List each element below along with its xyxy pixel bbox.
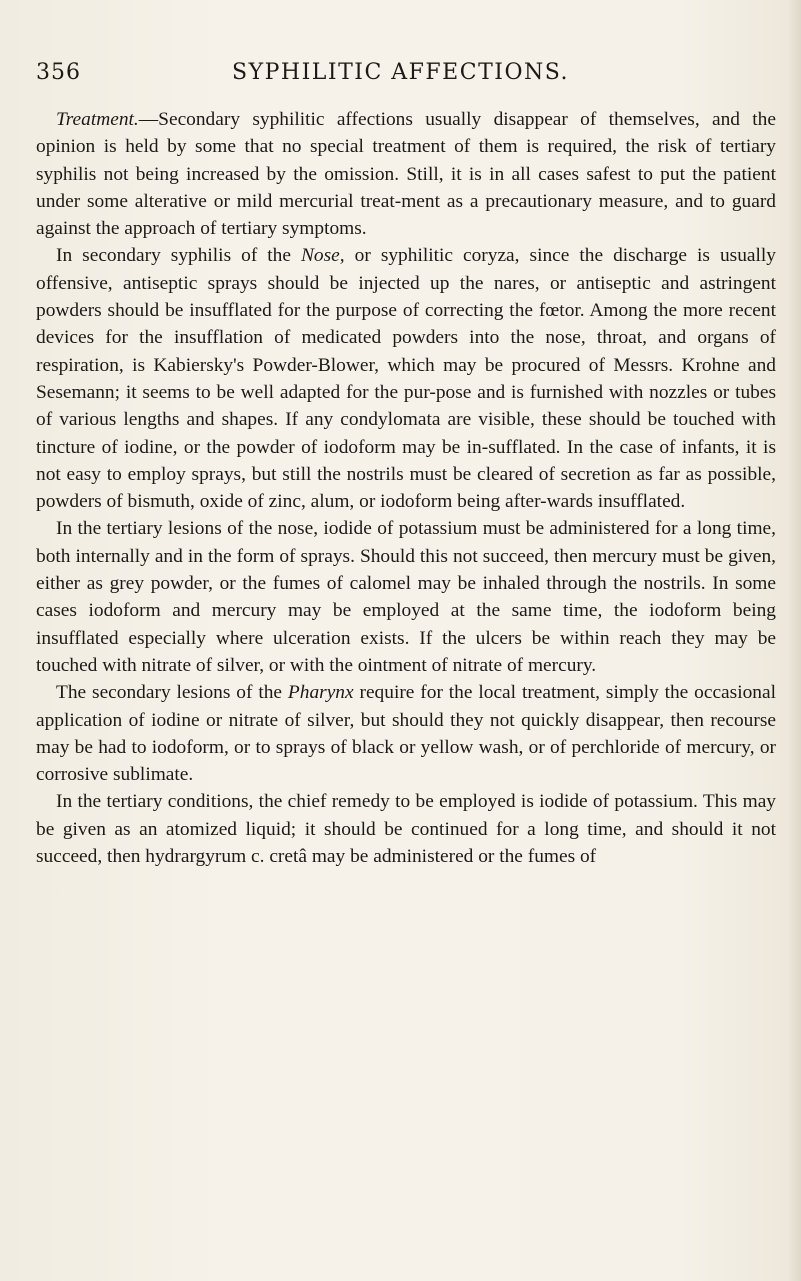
paragraph-nose-tertiary [36, 515, 776, 679]
paragraph-text: In the tertiary conditions, the chief remedy to be employed is iodide of potassium. This may be given as an atomized liquid; it should be continued for a long time, and should it not succeed, then hydrargyrum c. cretâ may be administered or the fumes of [36, 791, 776, 868]
paragraph-nose-secondary [36, 242, 776, 515]
paragraph-text-before: In secondary syphilis of the [56, 245, 301, 267]
paragraph-text-after: require for the local treatment, simply the occasional application of iodine or nitrate of silver, but should they not quickly disappear, then recourse may be had to iodoform, or to sprays of black or yellow wash, or of perchloride of mercury, or corrosive sublimate. [36, 682, 776, 786]
nose-term: Nose, [301, 245, 345, 267]
running-head: SYPHILITIC AFFECTIONS. [232, 60, 570, 85]
paragraph-treatment [36, 106, 776, 242]
paragraph-pharynx-secondary [36, 679, 776, 788]
paragraph-text-before: The secondary lesions of the [56, 682, 288, 704]
paragraph-pharynx-tertiary [36, 788, 776, 870]
paragraph-text-after: or syphilitic coryza, since the discharge is usually offensive, antiseptic sprays should be injected up the nares, or antiseptic and astringent powders should be insufflated for the purpose of correcting the fœtor. Among the more recent devices for the insufflation of medicated powders into the nose, throat, and organs of respiration, is Kabiersky's Powder-Blower, which may be procured of Messrs. Krohne and Sesemann; it seems to be well adapted for the pur-pose and is furnished with nozzles or tubes of various lengths and shapes. If any condylomata are visible, these should be touched with tincture of iodine, or the powder of iodoform may be in-sufflated. In the case of infants, it is not easy to employ sprays, but still the nostrils must be cleared of secretion as far as possible, powders of bismuth, oxide of zinc, alum, or iodoform being after-wards insufflated. [36, 245, 776, 513]
page-header [36, 60, 776, 94]
page-edge-shadow [787, 0, 801, 1281]
paragraph-text: —Secondary syphilitic affections usually disappear of themselves, and the opinion is held by some that no special treatment of them is required, the risk of tertiary syphilis not being increased by the omission. Still, it is in all cases safest to put the patient under some alterative or mild mercurial treat-ment as a precautionary measure, and to guard against the approach of tertiary symptoms. [36, 109, 776, 240]
paragraph-text: In the tertiary lesions of the nose, iodide of potassium must be administered for a long time, both internally and in the form of sprays. Should this not succeed, then mercury must be given, either as grey powder, or the fumes of calomel may be inhaled through the nostrils. In some cases iodoform and mercury may be employed at the same time, the iodoform being insufflated especially where ulceration exists. If the ulcers be within reach they may be touched with nitrate of silver, or with the ointment of nitrate of mercury. [36, 518, 776, 676]
treatment-heading: Treatment. [56, 109, 139, 130]
body-text [36, 106, 776, 870]
page-number: 356 [36, 60, 81, 85]
pharynx-term: Pharynx [287, 682, 354, 704]
